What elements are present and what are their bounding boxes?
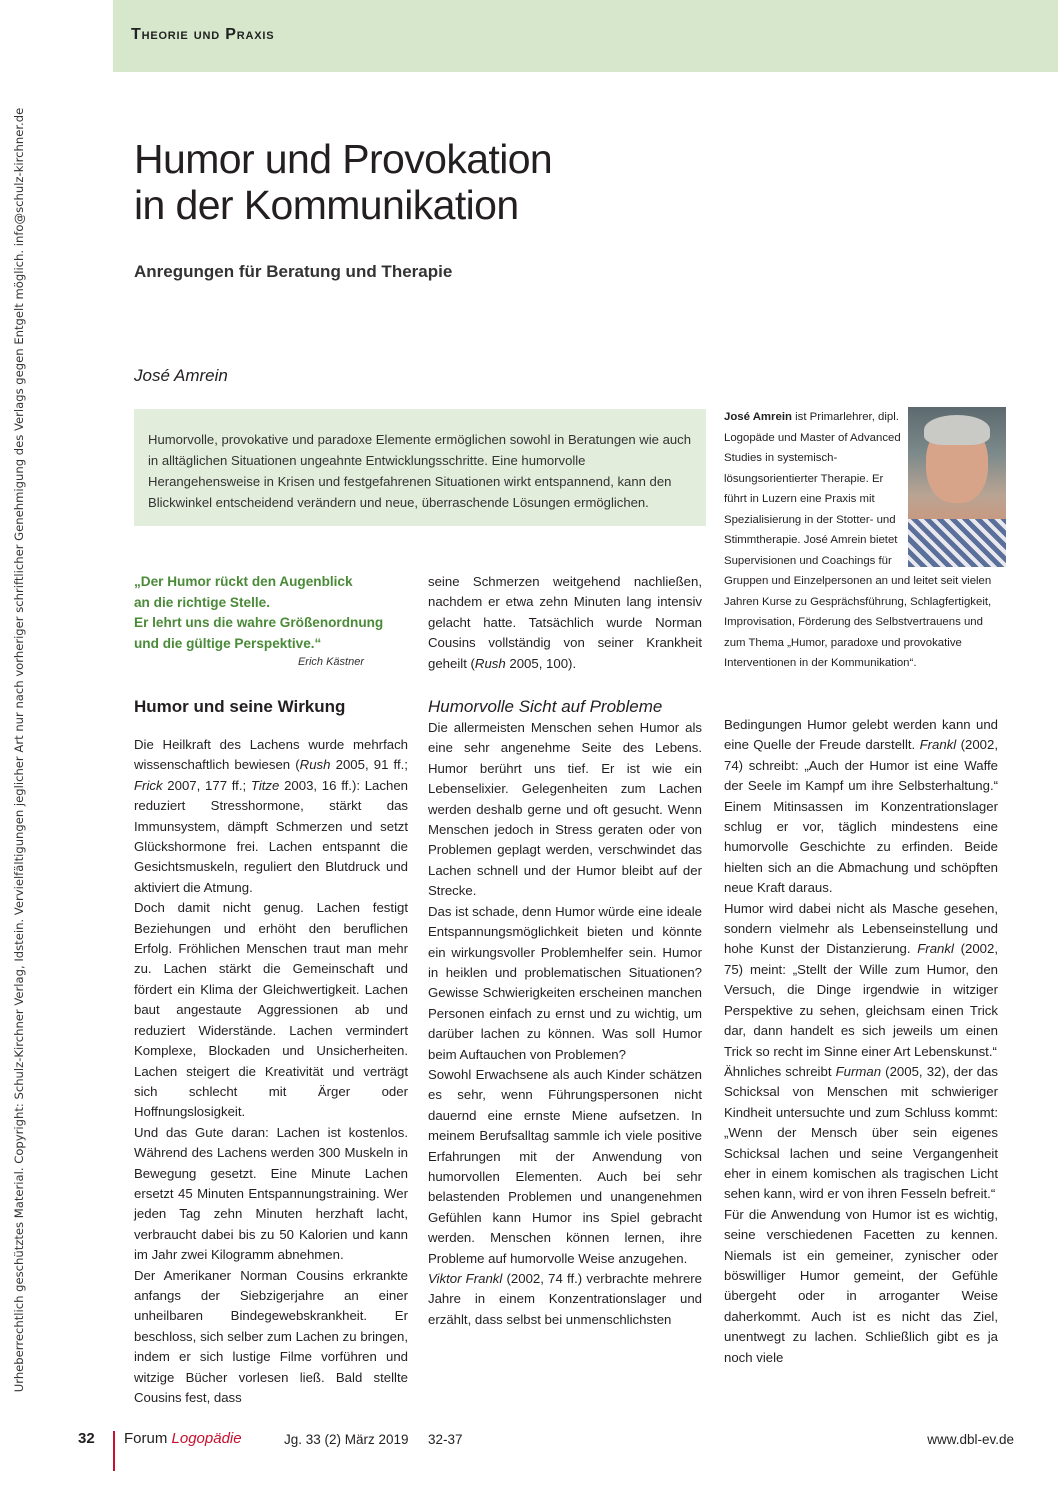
paragraph: Bedingungen Humor gelebt werden kann und eine Quelle der Freude darstellt. Frankl (2002, 74) schreibt: „Auch der Humor ist eine Waffe der Seele im Kampf um ihre Selbsterhaltung.“ Einem Mitinsassen im Konzentrationslager schlug er vor, täglich mindestens eine humorvolle Geschichte zu erfinden. Beide hielten sich an die Abmachung und schöpften neue Kraft daraus. <box>724 717 998 896</box>
paragraph: Sowohl Erwachsene als auch Kinder schätzen es sehr, wenn Führungspersonen nicht dauernd eine ernste Miene aufsetzen. In meinem Berufsalltag sammle ich viele positive Erfahrungen mit der Anwendung von humorvollen Elementen. Auch bei sehr belastenden Problemen und unangenehmen Gefühlen kann Humor ins Spiel gebracht werden. Menschen können lernen, ihre Probleme auf humorvolle Weise anzugehen. <box>428 1066 702 1266</box>
article-subtitle: Anregungen für Beratung und Therapie <box>134 262 453 281</box>
section-banner <box>113 0 1058 72</box>
heading-humor-wirkung: Humor und seine Wirkung <box>134 697 346 716</box>
paragraph: Das ist schade, denn Humor würde eine ideale Entspannungsmöglichkeit bieten und könnte ein wirkungsvoller Problemhelfer sein. Humor in heiklen und problematischen Situationen? Gewisse Schwierigkeiten erscheinen manchen Personen einfach zu ernst und zu wichtig, um darüber lachen zu können. Was soll Humor beim Auftauchen von Problemen? <box>428 903 702 1062</box>
abstract-text: Humorvolle, provokative und paradoxe Elemente ermöglichen sowohl in Beratungen wie auch in alltäglichen Situationen ungeahnte Entwicklungsschritte. Eine humorvolle Herangehensweise in Krisen und festgefahrenen Situationen wirkt entspannend, kann den Blickwinkel entscheidend verändern und neue, überraschende Lösungen ermöglichen. <box>148 432 691 510</box>
bio-name: José Amrein <box>724 411 792 423</box>
body-column-2 <box>428 572 702 1330</box>
epigraph-quote: „Der Humor rückt den Augenblick an die richtige Stelle. Er lehrt uns die wahre Größenordnung und die gültige Perspektive.“ <box>134 574 384 651</box>
body-column-1 <box>134 735 408 1408</box>
page-number: 32 <box>78 1430 95 1447</box>
section-label: Theorie und Praxis <box>131 26 275 43</box>
author-bio <box>724 407 1006 674</box>
quote-author: Erich Kästner <box>297 656 364 668</box>
paragraph: Und das Gute daran: Lachen ist kostenlos. Während des Lachens werden 300 Muskeln in Bewegung gesetzt. Eine Minute Lachen ersetzt 45 Minuten Entspannungstraining. Wer jeden Tag zehn Minuten herzhaft lacht, verbraucht dabei bis zu 50 Kalorien und kann im Jahr zwei Kilogramm abnehmen. <box>134 1124 408 1263</box>
paragraph: Viktor Frankl (2002, 74 ff.) verbrachte mehrere Jahre in einem Konzentrationslager und erzählt, dass selbst bei unmenschlichsten <box>428 1271 702 1327</box>
article-title: Humor und Provokation in der Kommunikation <box>134 136 553 228</box>
body-column-3 <box>724 715 998 1368</box>
paragraph: Doch damit nicht genug. Lachen festigt Beziehungen und erhöht den beruflichen Erfolg. Fröhlichen Menschen traut man mehr zu. Lachen stärkt die Gemeinschaft und fördert ein Klima der Gleichwertigkeit. Lachen baut angestaute Aggressionen ab und reduziert Widerstände. Lachen vermindert Komplexe, Blockaden und Unsicherheiten. Lachen steigert die Kreativität und verträgt sich schlecht mit Ärger oder Hoffnungslosigkeit. <box>134 900 408 1120</box>
article-author: José Amrein <box>134 366 228 385</box>
paragraph: Für die Anwendung von Humor ist es wichtig, seine verschiedenen Facetten zu kennen. Niemals ist ein gemeiner, zynischer oder böswilliger Humor gemeint, der Gefühle übergeht oder in arroganter Weise daherkommt. Auch ist es nicht das Ziel, unentwegt zu lachen. Schließlich gibt es ja noch viele <box>724 1206 998 1365</box>
bio-text: ist Primarlehrer, dipl. Logopäde und Master of Advanced Studies in systemisch-lösungsorientierter Therapie. Er führt in Luzern eine Praxis mit Spezialisierung in der Stotter- und Stimmtherapie. José Amrein bietet Supervisionen und Coachings für Gruppen und Einzelpersonen an und leitet seit vielen Jahren Kurse zu Gesprächsführung, Schlagfertigkeit, Improvisation, Förderung des Selbstvertrauens und zum Thema „Humor, paradoxe und provokative Interventionen in der Kommunikation“. <box>724 411 992 669</box>
footer-divider <box>113 1431 115 1471</box>
journal-issue: Jg. 33 (2) März 2019 <box>284 1432 409 1447</box>
heading-humorvolle-sicht: Humorvolle Sicht auf Probleme <box>428 697 663 716</box>
copyright-notice: Urheberrechtlich geschütztes Material. Copyright: Schulz-Kirchner Verlag, Idstein. Vervielfältigungen jeglicher Art nur nach vorheriger schriftlicher Genehmigung des Verlags gegen Entgelt möglich. info@schulz-kirchner.de <box>12 107 26 1393</box>
paragraph: Die allermeisten Menschen sehen Humor als eine sehr angenehme Seite des Lebens. Humor berührt uns tief. Er ist wie ein Lebenselixier. Gelegenheiten zum Lachen werden deshalb gerne und oft gesucht. Wenn Menschen jedoch in Stress geraten oder von Problemen geplagt werden, verschwindet das Lachen schnell und der Humor bleibt auf der Strecke. <box>428 720 702 899</box>
paragraph: Die Heilkraft des Lachens wurde mehrfach wissenschaftlich bewiesen (Rush 2005, 91 ff.; Frick 2007, 177 ff.; Titze 2003, 16 ff.): Lachen reduziert Stresshormone, stärkt das Immunsystem, dämpft Schmerzen und setzt Glückshormone frei. Lachen entspannt die Gesichtsmuskeln, reguliert den Blutdruck und aktiviert die Atmung. <box>134 737 408 895</box>
author-photo <box>908 407 1006 567</box>
paragraph: Der Amerikaner Norman Cousins erkrankte anfangs der Siebzigerjahre an einer unheilbaren Bindegewebskrankheit. Er beschloss, sich selber zum Lachen zu bringen, indem er sich lustige Filme vorführen und witzige Bücher vorlesen ließ. Bald stellte Cousins fest, dass <box>134 1267 408 1405</box>
website-url: www.dbl-ev.de <box>927 1432 1014 1447</box>
abstract-box <box>134 409 706 526</box>
paragraph: Ähnliches schreibt Furman (2005, 32), der das Schicksal von Menschen mit schwieriger Kindheit untersuchte und zum Schluss kommt: „Wenn der Mensch über sein eigenes Schicksal lachen und seine Vergangenheit eher in einem komischen als tragischen Licht sehen kann, wird er von ihren Fesseln befreit.“ <box>724 1063 998 1202</box>
page-range: 32-37 <box>428 1432 463 1447</box>
paragraph: seine Schmerzen weitgehend nachließen, nachdem er etwa zehn Minuten lang intensiv gelacht hatte. Tatsächlich wurde Norman Cousins vollständig von seiner Krankheit geheilt (Rush 2005, 100). <box>428 574 702 671</box>
journal-logo: Forum Logopädie <box>124 1430 242 1447</box>
paragraph: Humor wird dabei nicht als Masche gesehen, sondern vielmehr als Lebenseinstellung und hohe Kunst der Distanzierung. Frankl (2002, 75) meint: „Stellt der Wille zum Humor, den Versuch, die Dinge irgendwie in witziger Perspektive zu sehen, gleichsam einen Trick dar, dann handelt es sich jeweils um einen Trick so recht im Sinne einer Art Lebenskunst.“ <box>724 900 998 1059</box>
